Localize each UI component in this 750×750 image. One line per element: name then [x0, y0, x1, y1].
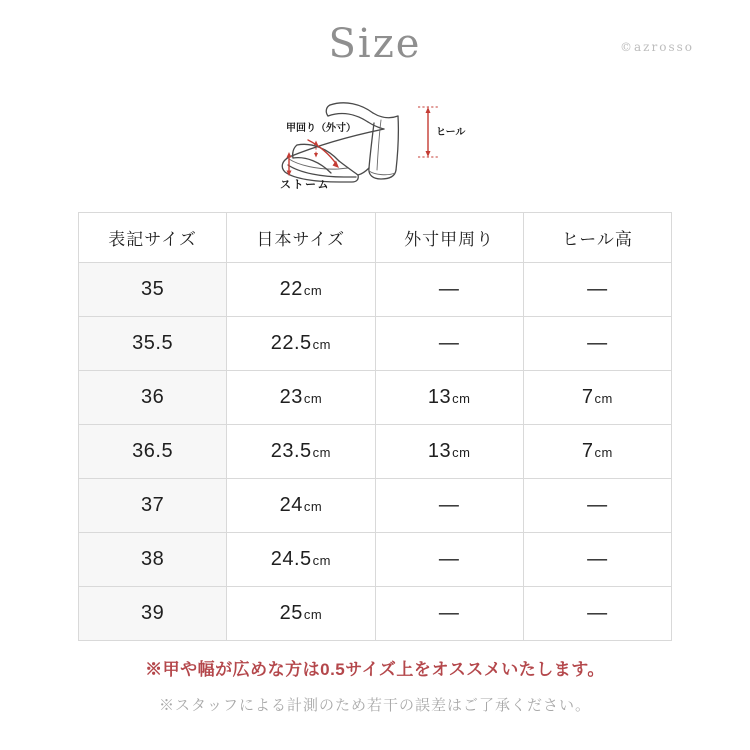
table-cell: —: [523, 263, 671, 317]
table-cell: —: [375, 533, 523, 587]
brand-watermark: ©azrosso: [620, 40, 694, 54]
table-row: [79, 479, 672, 533]
table-cell: —: [375, 317, 523, 371]
table-row: [79, 587, 672, 641]
size-table-header: [79, 213, 672, 263]
table-row: [79, 263, 672, 317]
column-header-display-size: 表記サイズ: [79, 213, 227, 263]
recommendation-note: ※甲や幅が広めな方は0.5サイズ上をオススメいたします。: [145, 660, 605, 679]
size-table-body: [79, 263, 672, 641]
table-cell: —: [523, 587, 671, 641]
column-header-heel-height: ヒール高: [523, 213, 671, 263]
shoe-measurement-diagram: [278, 86, 473, 201]
table-cell: 22cm: [227, 263, 375, 317]
table-cell: —: [523, 479, 671, 533]
table-cell: —: [523, 533, 671, 587]
table-cell: 35: [79, 263, 227, 317]
table-cell: 13cm: [375, 425, 523, 479]
table-cell: 35.5: [79, 317, 227, 371]
table-row: [79, 533, 672, 587]
heel-sandal-illustration: [278, 86, 473, 201]
instep-label: 甲回り（外寸）: [286, 123, 356, 134]
size-table: [78, 212, 672, 641]
table-row: [79, 371, 672, 425]
table-cell: 23cm: [227, 371, 375, 425]
table-cell: 24cm: [227, 479, 375, 533]
table-cell: 22.5cm: [227, 317, 375, 371]
header-row: [79, 213, 672, 263]
table-cell: 7cm: [523, 425, 671, 479]
heel-label: ヒール: [436, 127, 466, 138]
table-cell: 24.5cm: [227, 533, 375, 587]
page-title: Size: [328, 21, 422, 67]
table-cell: 13cm: [375, 371, 523, 425]
table-cell: 23.5cm: [227, 425, 375, 479]
table-row: [79, 317, 672, 371]
table-cell: 36: [79, 371, 227, 425]
table-row: [79, 425, 672, 479]
table-cell: 39: [79, 587, 227, 641]
storm-label: ストーム: [280, 179, 330, 191]
table-cell: 37: [79, 479, 227, 533]
column-header-instep: 外寸甲周り: [375, 213, 523, 263]
table-cell: —: [375, 263, 523, 317]
table-cell: 36.5: [79, 425, 227, 479]
table-cell: 25cm: [227, 587, 375, 641]
table-cell: 38: [79, 533, 227, 587]
table-cell: —: [523, 317, 671, 371]
measurement-disclaimer-note: ※スタッフによる計測のため若干の誤差はご了承ください。: [158, 697, 591, 714]
table-cell: —: [375, 479, 523, 533]
column-header-japan-size: 日本サイズ: [227, 213, 375, 263]
table-cell: —: [375, 587, 523, 641]
table-cell: 7cm: [523, 371, 671, 425]
